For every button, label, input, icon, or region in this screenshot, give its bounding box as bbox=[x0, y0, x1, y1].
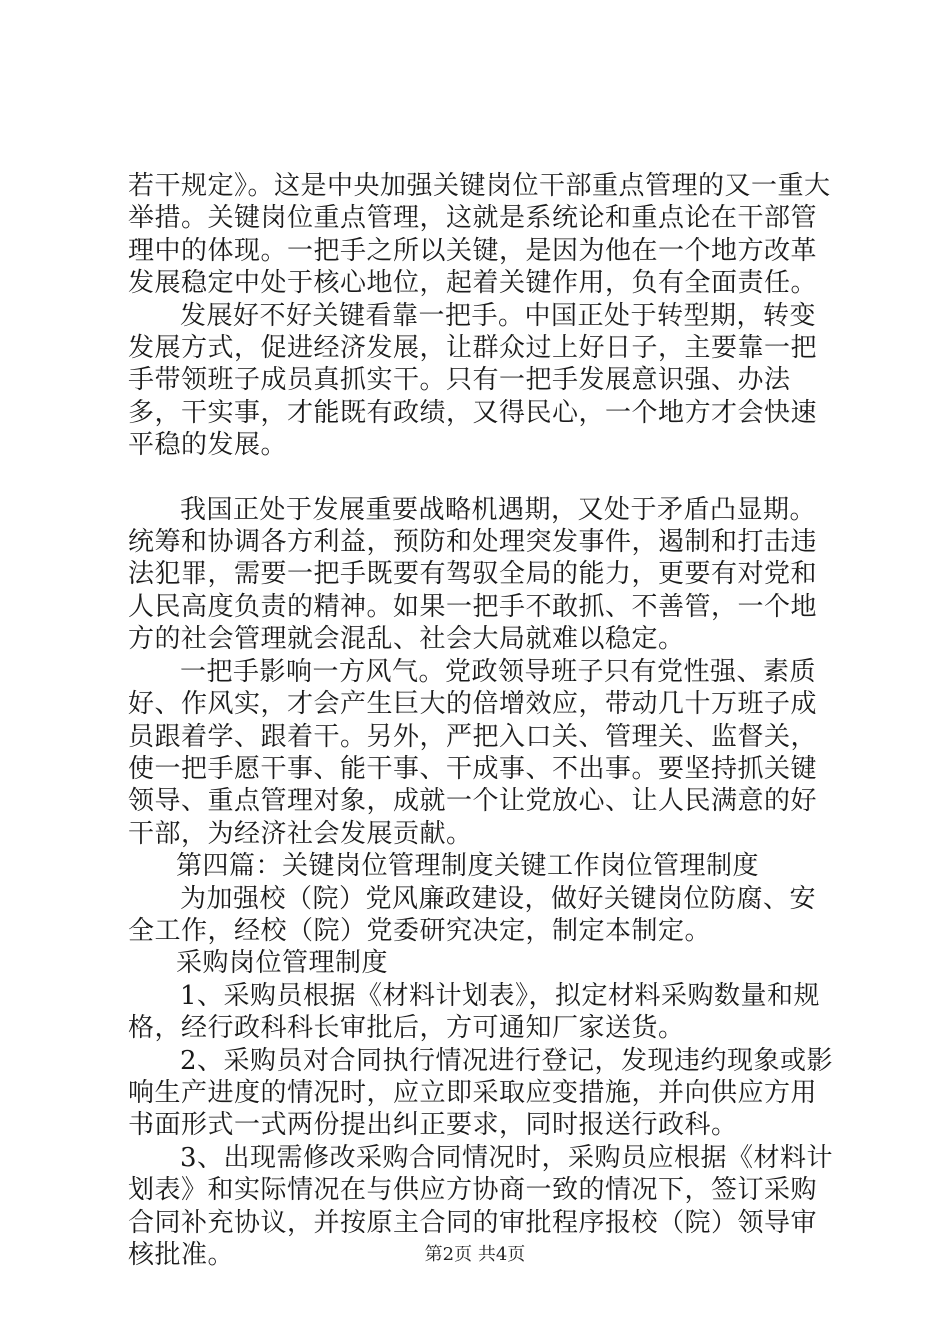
rule-item-1: 1、采购员根据《材料计划表》，拟定材料采购数量和规格，经行政科科长审批后，方可通知厂家送货。 bbox=[128, 980, 821, 1044]
page-number: 第2页 共4页 bbox=[424, 1244, 526, 1265]
paragraph-gap bbox=[128, 462, 838, 494]
rule-item-2: 2、采购员对合同执行情况进行登记，发现违约现象或影响生产进度的情况时，应立即采取应变措施，并向供应方用书面形式一式两份提出纠正要求，同时报送行政科。 bbox=[128, 1045, 834, 1141]
paragraph-strategic-period: 我国正处于发展重要战略机遇期，又处于矛盾凸显期。统筹和协调各方利益，预防和处理突发事件，遏制和打击违法犯罪，需要一把手既要有驾驭全局的能力，更要有对党和人民高度负责的精神。如果一把手不敢抓、不善管，一个地方的社会管理就会混乱、社会大局就难以稳定。 bbox=[128, 494, 818, 655]
paragraph-development: 发展好不好关键看靠一把手。中国正处于转型期，转变发展方式，促进经济发展，让群众过上好日子，主要靠一把手带领班子成员真抓实干。只有一把手发展意识强、办法多，干实事，才能既有政绩，又得民心，一个地方才会快速平稳的发展。 bbox=[128, 300, 818, 461]
subsection-heading: 采购岗位管理制度 bbox=[176, 948, 389, 979]
paragraph-purpose: 为加强校（院）党风廉政建设，做好关键岗位防腐、安全工作，经校（院）党委研究决定，制定本制定。 bbox=[128, 883, 817, 946]
document-body bbox=[128, 170, 838, 1271]
rule-item-3: 3、出现需修改采购合同情况时，采购员应根据《材料计划表》和实际情况在与供应方协商一致的情况下，签订采购合同补充协议，并按原主合同的审批程序报校（院）领导审核批准。 bbox=[128, 1142, 834, 1270]
paragraph-leadership-style: 一把手影响一方风气。党政领导班子只有党性强、素质好、作风实，才会产生巨大的倍增效应，带动几十万班子成员跟着学、跟着干。另外，严把入口关、管理关、监督关，使一把手愿干事、能干事、干成事、不出事。要坚持抓关键领导、重点管理对象，成就一个让党放心、让人民满意的好干部，为经济社会发展贡献。 bbox=[128, 656, 818, 849]
paragraph-continuation: 若干规定》。这是中央加强关键岗位干部重点管理的又一重大举措。关键岗位重点管理，这就是系统论和重点论在干部管理中的体现。一把手之所以关键，是因为他在一个地方改革发展稳定中处于核心地位，起着关键作用，负有全面责任。 bbox=[128, 171, 831, 299]
section-heading: 第四篇：关键岗位管理制度关键工作岗位管理制度 bbox=[176, 851, 760, 882]
